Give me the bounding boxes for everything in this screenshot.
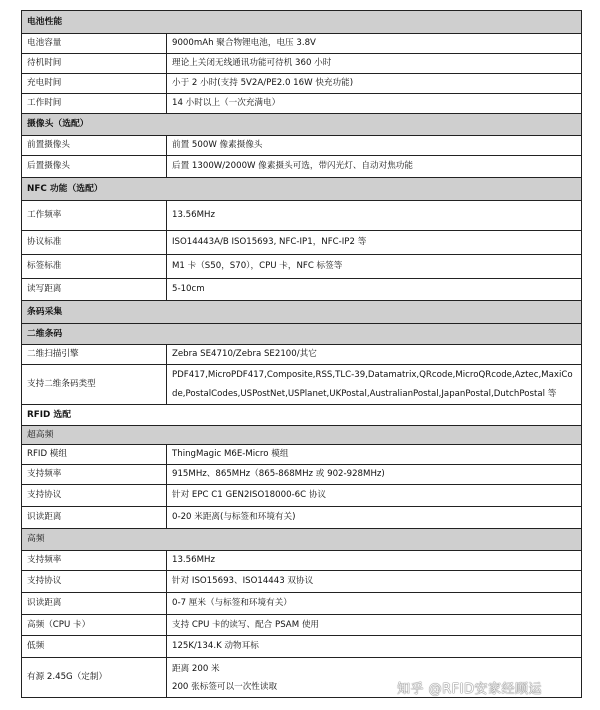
table-row <box>22 136 582 156</box>
table-row <box>22 445 582 465</box>
row-value-line: 200 张标签可以一次性读取 <box>172 681 278 692</box>
row-label: 识读距离 <box>22 593 167 615</box>
section-title: 电池性能 <box>22 11 582 34</box>
table-row <box>22 34 582 54</box>
section-title: 二维条码 <box>22 324 582 345</box>
table-row <box>22 94 582 114</box>
section-header <box>22 301 582 324</box>
table-row <box>22 201 582 231</box>
row-value: ThingMagic M6E-Micro 模组 <box>167 445 582 465</box>
row-value: 后置 1300W/2000W 像素摄头可选，带闪光灯、自动对焦功能 <box>167 156 582 178</box>
table-row <box>22 636 582 658</box>
row-value: 9000mAh 聚合物锂电池，电压 3.8V <box>167 34 582 54</box>
spec-table-body <box>22 11 582 698</box>
row-label: 读写距离 <box>22 279 167 301</box>
row-value: 5-10cm <box>167 279 582 301</box>
table-row <box>22 255 582 279</box>
row-value: 针对 ISO15693、ISO14443 双协议 <box>167 571 582 593</box>
row-value: 14 小时以上（一次充满电） <box>167 94 582 114</box>
row-value: Zebra SE4710/Zebra SE2100/其它 <box>167 345 582 365</box>
row-label: 电池容量 <box>22 34 167 54</box>
section-header <box>22 178 582 201</box>
table-row <box>22 365 582 405</box>
row-value <box>167 365 582 405</box>
row-label: 支持协议 <box>22 485 167 507</box>
table-row <box>22 571 582 593</box>
table-row <box>22 593 582 615</box>
row-value: ISO14443A/B ISO15693, NFC-IP1，NFC-IP2 等 <box>167 231 582 255</box>
row-label: 支持频率 <box>22 551 167 571</box>
subsection-title: 超高频 <box>22 426 582 445</box>
row-label: 二维扫描引擎 <box>22 345 167 365</box>
table-row <box>22 465 582 485</box>
table-row <box>22 156 582 178</box>
row-label: 识读距离 <box>22 507 167 529</box>
row-label: 充电时间 <box>22 74 167 94</box>
section-title: RFID 选配 <box>22 405 582 426</box>
row-value: 125K/134.K 动物耳标 <box>167 636 582 658</box>
table-row <box>22 231 582 255</box>
row-value-line: PDF417,MicroPDF417,Composite,RSS,TLC-39,Datamatrix,QRcode,MicroQRcode,Aztec,MaxiCode,PostalCodes,USPostNet,USPlanet,UKPostal,AustralianPostal,JapanPostal,DutchPostal 等 <box>172 369 573 399</box>
row-value: 915MHz、865MHz（865-868MHz 或 902-928MHz) <box>167 465 582 485</box>
watermark: 知乎 @RFID安家经顾运 <box>397 682 542 697</box>
table-row <box>22 551 582 571</box>
row-label: 支持协议 <box>22 571 167 593</box>
table-row <box>22 74 582 94</box>
row-label: 前置摄像头 <box>22 136 167 156</box>
row-value: 小于 2 小时(支持 5V2A/PE2.0 16W 快充功能) <box>167 74 582 94</box>
row-label: RFID 模组 <box>22 445 167 465</box>
section-title: 摄像头（选配） <box>22 114 582 136</box>
section-header <box>22 405 582 426</box>
row-label: 工作时间 <box>22 94 167 114</box>
row-label: 后置摄像头 <box>22 156 167 178</box>
table-row <box>22 345 582 365</box>
table-row <box>22 54 582 74</box>
row-value: 13.56MHz <box>167 551 582 571</box>
row-value: 13.56MHz <box>167 201 582 231</box>
row-label: 标签标准 <box>22 255 167 279</box>
row-value: 理论上关闭无线通讯功能可待机 360 小时 <box>167 54 582 74</box>
row-label: 高频（CPU 卡） <box>22 615 167 636</box>
row-label: 待机时间 <box>22 54 167 74</box>
section-header <box>22 324 582 345</box>
row-value: 支持 CPU 卡的读写、配合 PSAM 使用 <box>167 615 582 636</box>
subsection-title: 高频 <box>22 529 582 551</box>
table-row <box>22 507 582 529</box>
row-label: 有源 2.45G（定制） <box>22 658 167 698</box>
row-value: 0-7 厘米（与标签和环境有关） <box>167 593 582 615</box>
row-value: 0-20 米距离(与标签和环境有关) <box>167 507 582 529</box>
row-label: 工作频率 <box>22 201 167 231</box>
row-value-line: 距离 200 米 <box>172 663 220 674</box>
subsection-header <box>22 529 582 551</box>
subsection-header <box>22 426 582 445</box>
section-header <box>22 11 582 34</box>
table-row <box>22 279 582 301</box>
row-label: 低频 <box>22 636 167 658</box>
section-header <box>22 114 582 136</box>
table-row <box>22 615 582 636</box>
row-value: M1 卡（S50，S70），CPU 卡，NFC 标签等 <box>167 255 582 279</box>
row-label: 协议标准 <box>22 231 167 255</box>
section-title: NFC 功能（选配） <box>22 178 582 201</box>
row-label: 支持频率 <box>22 465 167 485</box>
table-row <box>22 485 582 507</box>
spec-table <box>21 10 582 698</box>
section-title: 条码采集 <box>22 301 582 324</box>
row-value: 前置 500W 像素摄像头 <box>167 136 582 156</box>
row-label: 支持二维条码类型 <box>22 365 167 405</box>
row-value: 针对 EPC C1 GEN2ISO18000-6C 协议 <box>167 485 582 507</box>
